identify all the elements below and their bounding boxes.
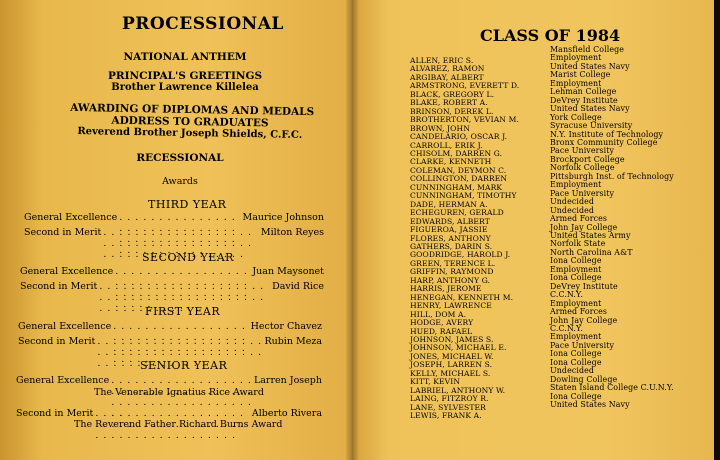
graduate-destination: Mansfield College [550, 45, 625, 54]
honor-row: General Excellence . . . Larren Joseph [16, 375, 322, 419]
graduate-name: JONES, MICHAEL W. [410, 351, 494, 361]
booklet-spine [346, 0, 358, 460]
graduate-destination: Employment [550, 53, 602, 63]
graduate-destination: Undecided [550, 205, 595, 215]
graduate-name: JOSEPH, LARREN S. [410, 360, 493, 370]
graduate-name: CARROLL, ERIK J. [410, 140, 483, 150]
honor-row: Second in Merit . . . Milton Reyes [24, 227, 324, 260]
graduate-destination: Syracuse University [550, 121, 633, 131]
graduate-name: CANDELARIO, OSCAR J. [410, 132, 508, 142]
graduate-name: FIGUEROA, JASSIE [410, 225, 488, 235]
graduate-destination: Iona College [550, 357, 602, 367]
graduate-destination: Employment [550, 180, 602, 190]
graduate-name: BROWN, JOHN [410, 123, 470, 133]
honor-row: General Excellence . . . Juan Maysonet [20, 266, 324, 310]
awards-heading: Awards [162, 176, 198, 187]
program-heading: PROCESSIONAL [122, 14, 284, 34]
graduate-destination: Pittsburgh Inst. of Technology [550, 171, 674, 181]
award-name: The Reverend Father Richard Burns Award [74, 419, 283, 430]
graduate-name: CHISOLM, DARREN G. [410, 148, 503, 158]
graduate-destination: Dowling College [550, 374, 618, 384]
graduate-name: CLARKE, KENNETH [410, 157, 492, 167]
graduate-name: COLLINGTON, DARREN [410, 174, 508, 184]
graduate-name: LABRIEL, ANTHONY W. [410, 385, 506, 395]
graduate-destination: Iona College [550, 256, 602, 266]
graduate-name: DADE, HERMAN A. [410, 199, 488, 209]
graduate-destination: C.C.N.Y. [550, 290, 583, 300]
graduate-destination: Armed Forces [550, 214, 608, 224]
graduate-name: EDWARDS, ALBERT [410, 216, 490, 226]
graduate-destination: N.Y. Institute of Technology [550, 129, 664, 139]
graduate-name: ALVAREZ, RAMON [410, 64, 485, 74]
destinations-column [550, 46, 674, 409]
program-item-greetings: PRINCIPAL'S GREETINGS Brother Lawrence Killelea [107, 70, 263, 93]
graduate-destination: Marist College [550, 70, 611, 80]
graduate-destination: John Jay College [550, 315, 618, 325]
graduate-destination: Staten Island College C.U.N.Y. [550, 383, 674, 393]
graduate-name: ECHEGUREN, GERALD [410, 208, 504, 218]
graduate-destination: Pace University [550, 146, 615, 156]
program-item-recessional: RECESSIONAL [136, 152, 224, 164]
graduate-destination: Employment [550, 264, 602, 274]
graduate-name: ALLEN, ERIC S. [410, 56, 474, 65]
graduate-destination: John Jay College [550, 222, 618, 232]
year-heading-senior: SENIOR YEAR [140, 359, 228, 372]
graduate-destination: North Carolina A&T [550, 247, 633, 257]
graduate-destination: United States Army [550, 230, 631, 240]
graduate-destination: Pace University [550, 340, 615, 350]
graduate-destination: DeVrey Institute [550, 281, 618, 291]
graduate-destination: Employment [550, 78, 602, 88]
graduate-name: GRIFFIN, RAYMOND [410, 267, 494, 277]
graduate-destination: United States Navy [550, 400, 630, 410]
honor-row: Second in Merit . . . David Rice [20, 281, 324, 314]
graduate-name: HENRY, LAWRENCE [410, 301, 492, 311]
graduates-column [410, 57, 519, 420]
graduate-name: CUNNINGHAM, MARK [410, 182, 503, 192]
graduate-name: KITT, KEVIN [410, 377, 461, 387]
graduate-destination: C.C.N.Y. [550, 323, 583, 333]
graduate-destination: DeVrey Institute [550, 95, 618, 105]
graduate-destination: York College [550, 112, 602, 122]
graduate-destination: Iona College [550, 391, 602, 401]
graduate-name: JOHNSON, JAMES S. [410, 334, 494, 344]
graduate-name: JOHNSON, MICHAEL E. [410, 343, 507, 353]
graduate-name: LAING, FITZROY R. [410, 394, 489, 404]
graduate-name: ARMSTRONG, EVERETT D. [410, 81, 520, 91]
graduate-name: LEWIS, FRANK A. [410, 411, 482, 421]
graduate-destination: Undecided [550, 197, 595, 207]
graduate-name: LANE, SYLVESTER [410, 402, 486, 412]
graduate-destination: Armed Forces [550, 307, 608, 317]
graduate-destination: Employment [550, 332, 602, 342]
graduate-name: GREEN, TERENCE L. [410, 258, 496, 268]
graduate-destination: United States Navy [550, 104, 630, 114]
honor-row: Second in Merit . . . Rubin Meza [18, 336, 322, 369]
graduate-name: BRINSON, DEREK L. [410, 106, 494, 116]
graduate-name: CUNNINGHAM, TIMOTHY [410, 191, 517, 201]
graduate-name: HODGE, AVERY [410, 318, 474, 328]
honor-row: General Excellence . . . Maurice Johnson [24, 212, 324, 256]
honor-row: General Excellence . . . Hector Chavez [18, 321, 322, 365]
graduate-destination: Lehman College [550, 87, 617, 97]
graduate-destination: Brockport College [550, 154, 625, 164]
graduate-name: GOODRIDGE, HAROLD J. [410, 250, 511, 260]
graduate-name: COLEMAN, DEYMON C. [410, 165, 507, 175]
graduate-name: HARRIS, JEROME [410, 284, 482, 294]
graduate-destination: Pace University [550, 188, 615, 198]
graduate-name: HENEGAN, KENNETH M. [410, 292, 514, 302]
graduate-name: FLORES, ANTHONY [410, 233, 491, 243]
award-name: The Venerable Ignatius Rice Award [94, 387, 264, 398]
honor-row: Second in Merit . . . Alberto Rivera [16, 408, 322, 441]
graduate-destination: Bronx Community College [550, 137, 658, 147]
graduate-destination: United States Navy [550, 61, 630, 71]
program-item-anthem: NATIONAL ANTHEM [123, 51, 247, 63]
graduate-name: HUED, RAFAEL [410, 326, 473, 336]
graduate-name: ARGIBAY, ALBERT [410, 72, 484, 82]
graduate-name: GATHERS, DARIN S. [410, 241, 493, 251]
year-heading-first: FIRST YEAR [145, 305, 221, 318]
page-edge [714, 0, 720, 460]
graduate-name: HARP, ANTHONY G. [410, 275, 491, 285]
graduate-destination: Iona College [550, 273, 602, 283]
year-heading-second: SECOND YEAR [142, 251, 234, 264]
class-title: CLASS OF 1984 [480, 26, 621, 45]
graduate-destination: Iona College [550, 349, 602, 359]
graduate-name: HILL, DOM A. [410, 309, 467, 319]
graduate-destination: Employment [550, 298, 602, 308]
graduate-destination: Norfolk College [550, 163, 615, 173]
graduate-name: BLACK, GREGORY L. [410, 89, 495, 99]
year-heading-third: THIRD YEAR [148, 198, 227, 211]
graduate-destination: Norfolk State [550, 239, 606, 249]
graduate-name: BROTHERTON, VEVIAN M. [410, 115, 519, 125]
program-item-diplomas: AWARDING OF DIPLOMAS AND MEDALS ADDRESS TO GRADUATES Reverend Brother Joseph Shields, C.F.C. [70, 101, 315, 141]
graduate-name: KELLY, MICHAEL S. [410, 368, 491, 378]
graduate-name: BLAKE, ROBERT A. [410, 98, 488, 108]
graduate-destination: Undecided [550, 366, 595, 376]
